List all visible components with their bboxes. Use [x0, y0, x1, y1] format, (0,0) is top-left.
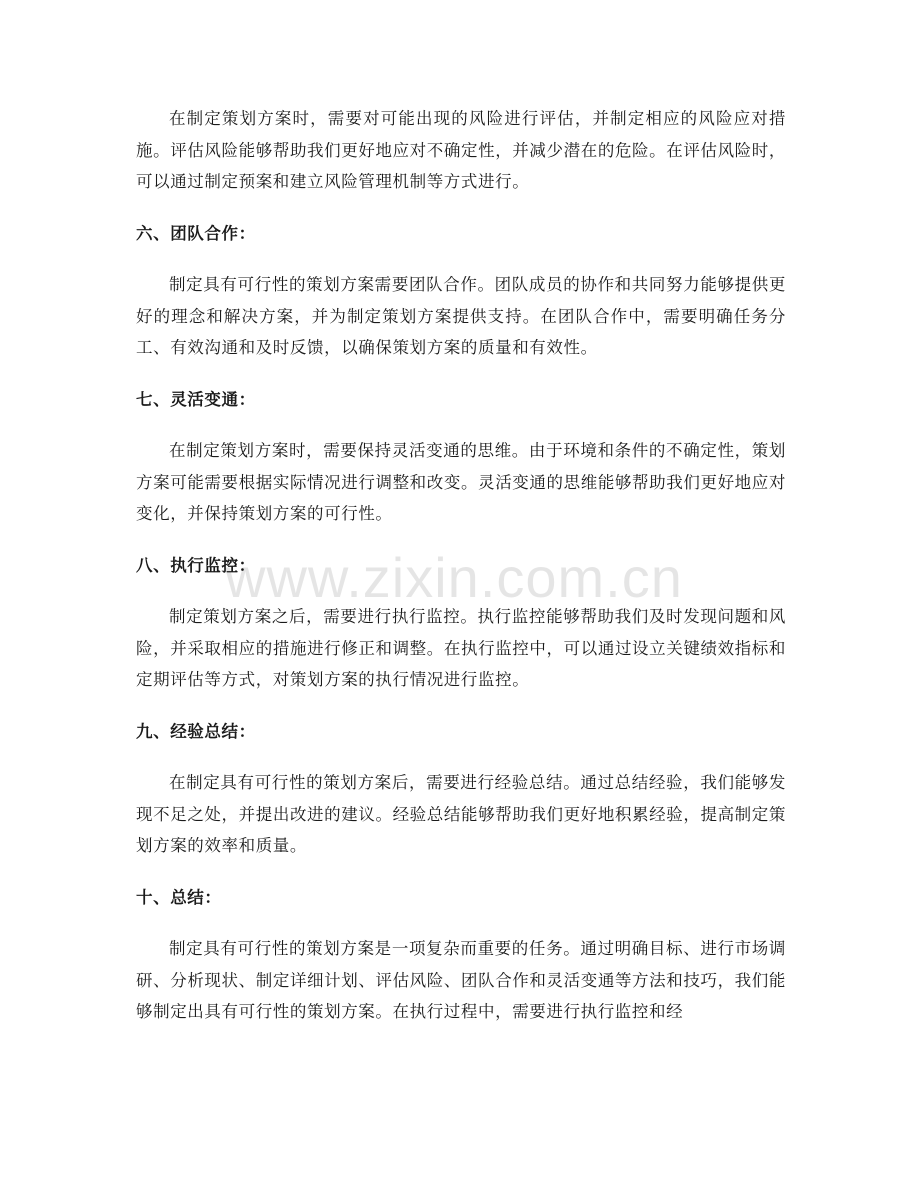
- paragraph-flexibility: 在制定策划方案时，需要保持灵活变通的思维。由于环境和条件的不确定性，策划方案可能需要根据实际情况进行调整和改变。灵活变通的思维能够帮助我们更好地应对变化，并保持策划方案的可行性。: [136, 441, 786, 523]
- heading-conclusion: 十、总结：: [136, 887, 222, 907]
- paragraph-risk-assessment: 在制定策划方案时，需要对可能出现的风险进行评估，并制定相应的风险应对措施。评估风险能够帮助我们更好地应对不确定性，并减少潜在的危险。在评估风险时，可以通过制定预案和建立风险管理机制等方式进行。: [136, 109, 786, 191]
- heading-execution-monitoring: 八、执行监控：: [136, 555, 256, 575]
- heading-experience-summary: 九、经验总结：: [136, 721, 256, 741]
- heading-team-cooperation: 六、团队合作：: [136, 223, 256, 243]
- paragraph-execution-monitoring: 制定策划方案之后，需要进行执行监控。执行监控能够帮助我们及时发现问题和风险，并采取相应的措施进行修正和调整。在执行监控中，可以通过设立关键绩效指标和定期评估等方式，对策划方案的执行情况进行监控。: [136, 607, 786, 689]
- document-body: [136, 103, 786, 1028]
- watermark: www.zixin.com.cn: [225, 546, 683, 609]
- paragraph-conclusion: 制定具有可行性的策划方案是一项复杂而重要的任务。通过明确目标、进行市场调研、分析现状、制定详细计划、评估风险、团队合作和灵活变通等方法和技巧，我们能够制定出具有可行性的策划方案。在执行过程中，需要进行执行监控和经: [136, 939, 786, 1021]
- heading-flexibility: 七、灵活变通：: [136, 389, 256, 409]
- paragraph-team-cooperation: 制定具有可行性的策划方案需要团队合作。团队成员的协作和共同努力能够提供更好的理念和解决方案，并为制定策划方案提供支持。在团队合作中，需要明确任务分工、有效沟通和及时反馈，以确保策划方案的质量和有效性。: [136, 275, 786, 357]
- paragraph-experience-summary: 在制定具有可行性的策划方案后，需要进行经验总结。通过总结经验，我们能够发现不足之处，并提出改进的建议。经验总结能够帮助我们更好地积累经验，提高制定策划方案的效率和质量。: [136, 773, 786, 855]
